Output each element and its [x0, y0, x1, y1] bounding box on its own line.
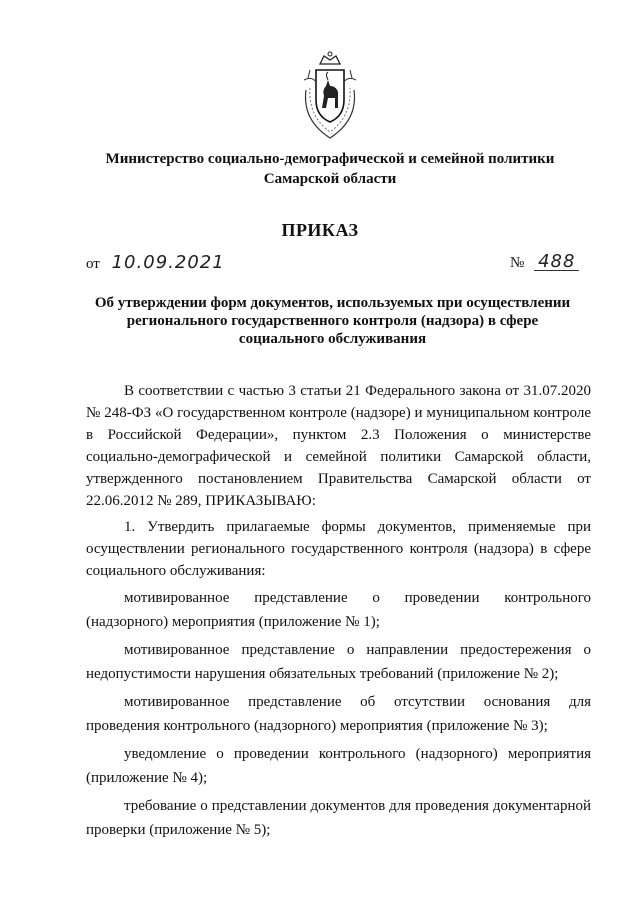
date-line: [86, 252, 225, 273]
subject-line-2: регионального государственного контроля (надзора) в сфере: [126, 313, 539, 329]
form-item-1: мотивированное представление о проведении контрольного (надзорного) мероприятия (приложение № 1);: [86, 590, 591, 630]
ministry-line-1: Министерство социально-демографической и семейной политики: [105, 151, 555, 167]
preamble-paragraph: В соответствии с частью 3 статьи 21 Федерального закона от 31.07.2020 № 248-ФЗ «О государственном контроле (надзоре) и муниципальном контроле в Российской Федерации», пунктом 2.3 Положения о министерстве социально-демографической и семейной политики Самарской области, утвержденного постановлением Правительства Самарской области от 22.06.2012 № 289, ПРИКАЗЫВАЮ:: [86, 383, 591, 509]
handwritten-date: 10.09.2021: [111, 252, 225, 273]
item-1-paragraph: 1. Утвердить прилагаемые формы документов, применяемые при осуществлении регионального государственного контроля (надзора) в сфере социального обслуживания:: [86, 519, 591, 579]
form-item-2: мотивированное представление о направлении предостережения о недопустимости нарушения обязательных требований (приложение № 2);: [86, 642, 591, 682]
subject-line-3: социального обслуживания: [238, 331, 427, 347]
ministry-name: [80, 149, 580, 189]
handwritten-number: 488: [534, 254, 579, 271]
number-label: №: [510, 255, 525, 271]
order-body: [86, 380, 591, 842]
from-label: от: [86, 256, 100, 272]
form-item-4: уведомление о проведении контрольного (надзорного) мероприятия (приложение № 4);: [86, 746, 591, 786]
subject-line-1: Об утверждении форм документов, используемых при осуществлении: [94, 295, 571, 311]
number-line: [510, 251, 579, 272]
form-item-5: требование о представлении документов для проведения документарной проверки (приложение № 5);: [86, 798, 591, 838]
form-item-3: мотивированное представление об отсутствии основания для проведения контрольного (надзорного) мероприятия (приложение № 3);: [86, 694, 591, 734]
samara-coat-of-arms-emblem: [298, 50, 362, 142]
document-type-heading: ПРИКАЗ: [281, 220, 359, 240]
order-subject-title: [90, 294, 575, 348]
ministry-line-2: Самарской области: [263, 171, 397, 187]
